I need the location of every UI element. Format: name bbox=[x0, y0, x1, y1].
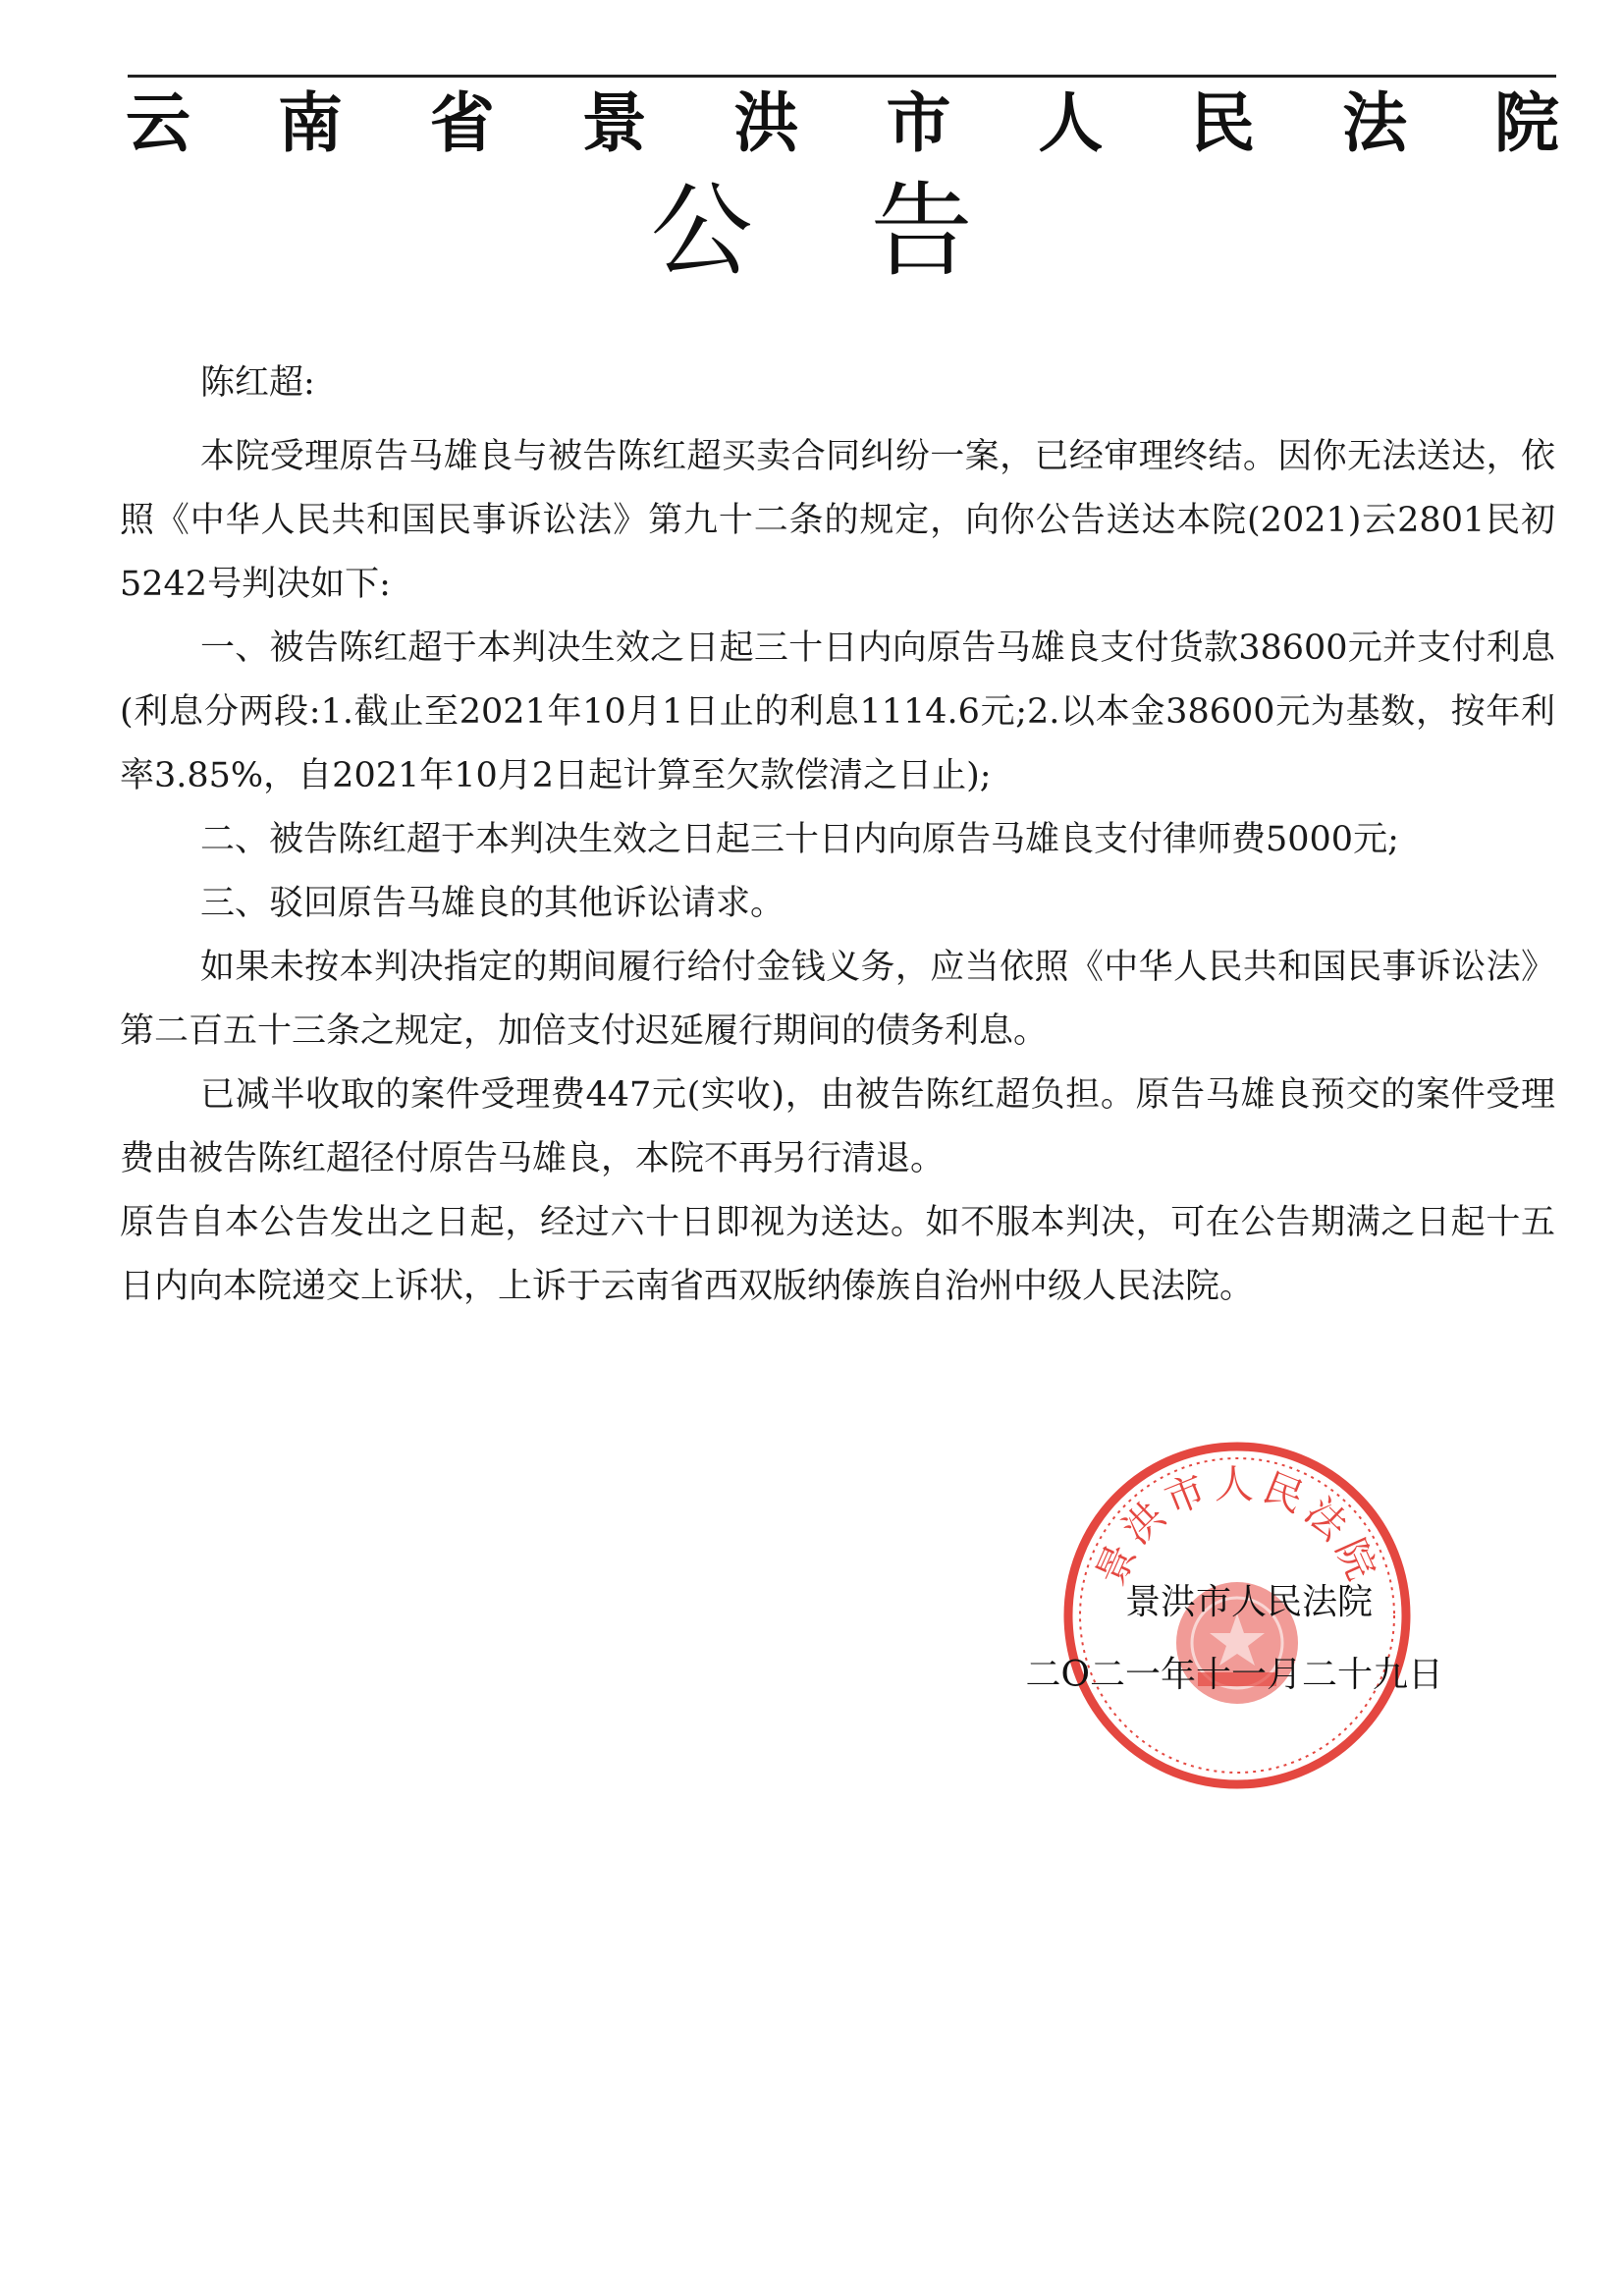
addressee: 陈红超: bbox=[200, 363, 315, 403]
issuer-signature: 景洪市人民法院 bbox=[1124, 1582, 1373, 1622]
paragraph-service-notice: 原告自本公告发出之日起，经过六十日即视为送达。如不服本判决，可在公告期满之日起十五日内向本院递交上诉状，上诉于云南省西双版纳傣族自治州中级人民法院。 bbox=[120, 1203, 1555, 1306]
document-title: 公告 bbox=[650, 171, 1091, 291]
paragraph-late-payment: 如果未按本判决指定的期间履行给付金钱义务，应当依照《中华人民共和国民事诉讼法》第二百五十三条之规定，加倍支付迟延履行期间的债务利息。 bbox=[120, 948, 1555, 1051]
header-rule bbox=[128, 75, 1556, 78]
judgment-item-3: 三、驳回原告马雄良的其他诉讼请求。 bbox=[200, 884, 785, 923]
paragraph-court-fee: 已减半收取的案件受理费447元(实收)，由被告陈红超负担。原告马雄良预交的案件受理费由被告陈红超径付原告马雄良，本院不再另行清退。 bbox=[120, 1075, 1555, 1178]
paragraph-intro: 本院受理原告马雄良与被告陈红超买卖合同纠纷一案，已经审理终结。因你无法送达，依照《中华人民共和国民事诉讼法》第九十二条的规定，向你公告送达本院(2021)云2801民初5242号判决如下: bbox=[120, 437, 1555, 604]
judgment-item-2: 二、被告陈红超于本判决生效之日起三十日内向原告马雄良支付律师费5000元; bbox=[200, 820, 1399, 859]
notice-body bbox=[120, 352, 1555, 1319]
court-name: 云南省景洪市人民法院 bbox=[126, 84, 1559, 161]
seal-arc-text: 景洪市人民法院 bbox=[1088, 1462, 1386, 1593]
issue-date: 二O二一年十一月二十九日 bbox=[1025, 1655, 1443, 1695]
judgment-item-1: 一、被告陈红超于本判决生效之日起三十日内向原告马雄良支付货款38600元并支付利息(利息分两段:1.截止至2021年10月1日止的利息1114.6元;2.以本金38600元为基数，按年利率3.85%，自2021年10月2日起计算至欠款偿清之日止); bbox=[120, 629, 1555, 795]
